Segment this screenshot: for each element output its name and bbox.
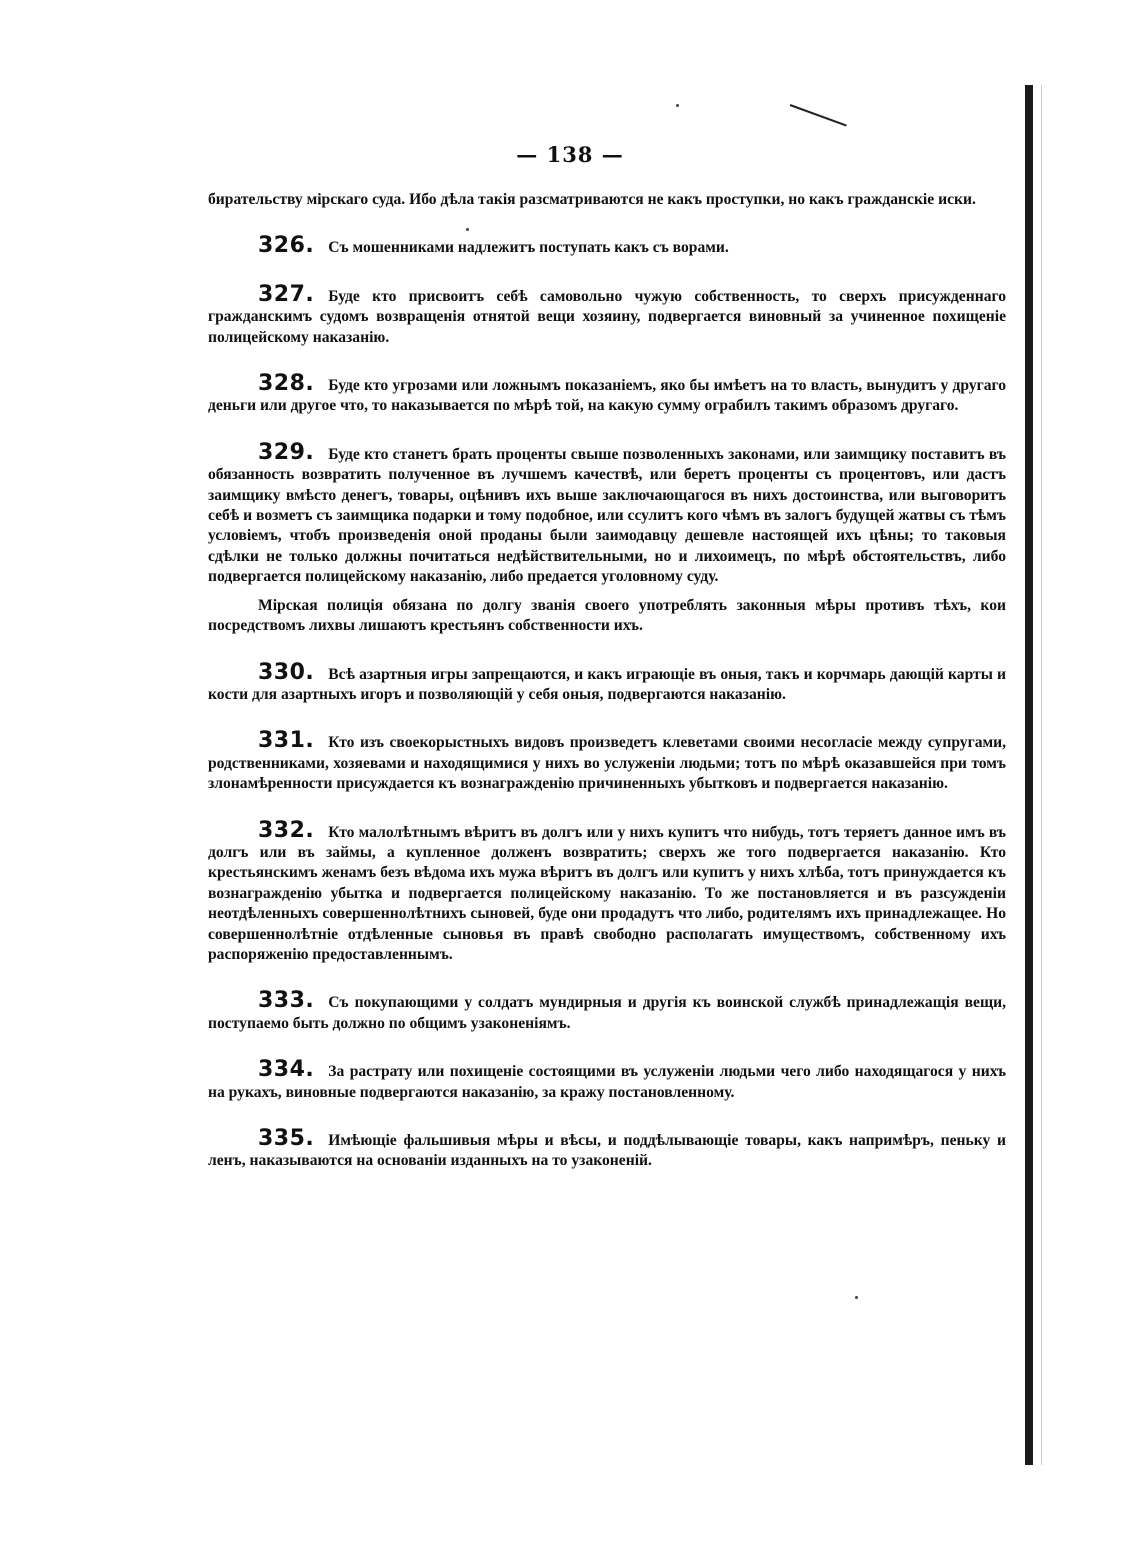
article-text: Съ мошенниками надлежитъ поступать какъ съ ворами.	[328, 239, 729, 257]
article-text: Съ покупающими у солдатъ мундирныя и другія къ воинской службѣ принадлежащія вещи, поступаемо быть должно по общимъ узаконеніямъ.	[208, 994, 1006, 1032]
article-text: Всѣ азартныя игры запрещаются, и какъ играющіе въ оныя, такъ и корчмарь дающій карты и кости для азартныхъ игоръ и позволяющій у себя оныя, подвергаются наказанію.	[208, 665, 1006, 703]
scan-edge-line	[1041, 85, 1042, 1465]
article-number: 327.	[258, 281, 315, 307]
article-number: 330.	[258, 659, 315, 685]
article-text: Буде кто угрозами или ложнымъ показаніемъ, яко бы имѣетъ на то власть, вынудитъ у другаго деньги или другое что, то наказывается по мѣрѣ той, на какую сумму ограбилъ такимъ образомъ другаго.	[208, 377, 1006, 415]
page-body	[208, 190, 1006, 1198]
article-327	[208, 281, 1006, 348]
article-number: 328.	[258, 371, 315, 397]
article-text: За растрату или похищеніе состоящими въ услуженіи людьми чего либо находящагося у нихъ на рукахъ, виновные подвергаются наказанію, за кражу постановленному.	[208, 1063, 1006, 1101]
article-text: Кто малолѣтнымъ вѣритъ въ долгъ или у нихъ купитъ что нибудь, тотъ теряетъ данное имъ въ долгъ или въ займы, а купленное долженъ возвратить; сверхъ же того подвергается наказанію. Кто крестьянскимъ женамъ безъ вѣдома ихъ мужа вѣритъ въ долгъ или купитъ у нихъ хлѣба, тотъ принуждается къ вознагражденію убытка и подвергается полицейскому наказанію. То же постановляется и въ разсужденіи неотдѣленныхъ совершеннолѣтнихъ сыновей, буде они продадутъ что либо, родителямъ ихъ принадлежащее. Но совершеннолѣтніе отдѣленные сыновья въ правѣ свободно располагать имуществомъ, собственному ихъ распоряженію предоставленнымъ.	[208, 823, 1006, 963]
article-text: Буде кто станетъ брать проценты свыше позволенныхъ законами, или заимщику поставитъ въ обязанность возвратить полученное въ лучшемъ качествѣ, или беретъ проценты съ процентовъ, или дастъ заимщику вмѣсто денегъ, товары, оцѣнивъ ихъ выше заключающагося въ нихъ достоинства, или выговоритъ себѣ и возметъ съ заимщика подарки и тому подобное, или ссулитъ кого чѣмъ въ залогъ будущей жатвы съ тѣмъ условіемъ, чтобъ произведенія оной проданы были заимодавцу дешевле настоящей ихъ цѣны; то таковыя сдѣлки не только должны почитаться недѣйствительными, но и лихоимецъ, по мѣрѣ обстоятельствъ, либо подвергается полицейскому наказанію, либо предается уголовному суду.	[208, 445, 1006, 586]
article-number: 333.	[258, 988, 315, 1014]
article-number: 331.	[258, 728, 315, 754]
article-number: 329.	[258, 439, 315, 465]
article-text: Буде кто присвоитъ себѣ самовольно чужую собственность, то сверхъ присужденнаго гражданскимъ судомъ возвращенія отнятой вещи хозяину, подвергается виновный за учиненное похищеніе полицейскому наказанію.	[208, 287, 1006, 346]
article-number: 326.	[258, 233, 315, 259]
article-329-extra: Мірская полиція обязана по долгу званія своего употреблять законныя мѣры противъ тѣхъ, кои посредствомъ лихвы лишаютъ крестьянъ собственности ихъ.	[208, 596, 1006, 635]
article-number: 335.	[258, 1126, 315, 1151]
scan-stray-mark	[790, 104, 847, 126]
article-332	[208, 817, 1006, 966]
article-334	[208, 1057, 1006, 1103]
article-330	[208, 659, 1006, 706]
page-number: — 138 —	[516, 142, 624, 167]
article-text: Имѣющіе фальшивыя мѣры и вѣсы, и поддѣлывающіе товары, какъ напримѣръ, пеньку и ленъ, наказываются на основаніи изданныхъ на то узаконеній.	[208, 1132, 1006, 1170]
article-328	[208, 371, 1006, 417]
article-326	[208, 233, 1006, 259]
article-335	[208, 1126, 1006, 1172]
scan-speck	[676, 104, 679, 107]
article-331	[208, 728, 1006, 794]
article-number: 332.	[258, 817, 315, 843]
scan-speck	[855, 1296, 858, 1299]
continuation-paragraph: бирательству мірскаго суда. Ибо дѣла такія разсматриваются не какъ проступки, но какъ гражданскіе иски.	[208, 191, 976, 208]
article-number: 334.	[258, 1057, 315, 1083]
article-333	[208, 988, 1006, 1034]
article-text: Кто изъ своекорыстныхъ видовъ произведетъ клеветами своими несогласіе между супругами, родственниками, хозяевами и находящимися у нихъ во услуженіи людьми; тотъ по мѣрѣ оказавшейся при томъ злонамѣренности присуждается къ вознагражденію причиненныхъ убытковъ и подвергается наказанію.	[208, 734, 1006, 793]
scan-binding-edge	[1025, 85, 1033, 1465]
article-329	[208, 439, 1006, 588]
